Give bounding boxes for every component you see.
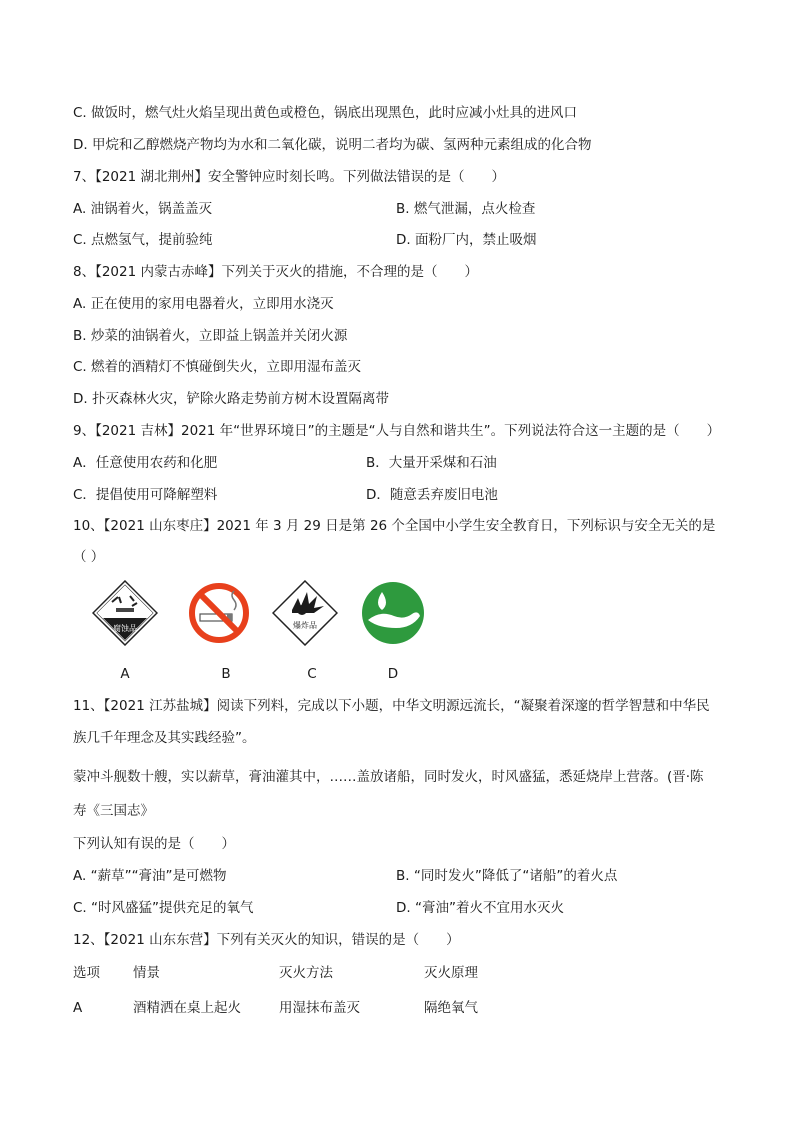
question-7: 7、【2021 湖北荆州】安全警钟应时刻长鸣。下列做法错误的是（ ） <box>73 169 505 185</box>
q8-option-a: A. 正在使用的家用电器着火，立即用水浇灭 <box>73 296 334 312</box>
q10-answer-paren: （ ） <box>73 549 105 565</box>
explosive-sign-icon <box>272 580 338 646</box>
q7-option-d: D. 面粉厂内，禁止吸烟 <box>396 232 537 248</box>
table-header-principle: 灭火原理 <box>424 965 478 981</box>
question-8: 8、【2021 内蒙古赤峰】下列关于灭火的措施，不合理的是（ ） <box>73 264 478 280</box>
q9-option-c: C．提倡使用可降解塑料 <box>73 487 218 503</box>
q6-option-d: D. 甲烷和乙醇燃烧产物均为水和二氧化碳，说明二者均为碳、氢两种元素组成的化合物 <box>73 137 592 153</box>
question-11-cont: 族几千年理念及其实践经验”。 <box>73 730 256 746</box>
table-row-a-method: 用湿抹布盖灭 <box>279 1000 360 1016</box>
q9-option-a: A．任意使用农药和化肥 <box>73 455 218 471</box>
table-header-method: 灭火方法 <box>279 965 333 981</box>
sign-a-text: 腐蚀品 <box>113 624 137 633</box>
table-header-option: 选项 <box>73 965 100 981</box>
q7-option-a: A. 油锅着火，锅盖盖灭 <box>73 201 213 217</box>
q11-option-d: D. “膏油”着火不宜用水灭火 <box>396 900 564 916</box>
question-10: 10、【2021 山东枣庄】2021 年 3 月 29 日是第 26 个全国中小学生安全教育日，下列标识与安全无关的是 <box>73 518 716 534</box>
water-saving-sign-icon <box>360 580 426 646</box>
question-11: 11、【2021 江苏盐城】阅读下列料，完成以下小题，中华文明源远流长，“凝聚着深邃的哲学智慧和中华民 <box>73 698 710 714</box>
table-row-a-scenario: 酒精洒在桌上起火 <box>133 1000 241 1016</box>
q11-option-a: A. “薪草”“膏油”是可燃物 <box>73 868 227 884</box>
q11-ask: 下列认知有误的是（ ） <box>73 836 235 852</box>
sign-c-text: 爆炸品 <box>293 621 317 630</box>
question-12: 12、【2021 山东东营】下列有关灭火的知识，错误的是（ ） <box>73 932 460 948</box>
corrosive-sign-icon <box>92 580 158 646</box>
q6-option-c: C. 做饭时，燃气灶火焰呈现出黄色或橙色，锅底出现黑色，此时应减小灶具的进风口 <box>73 105 578 121</box>
q7-option-b: B. 燃气泄漏，点火检查 <box>396 201 536 217</box>
sign-b-label: B <box>221 666 231 682</box>
q8-option-c: C. 燃着的酒精灯不慎碰倒失火，立即用湿布盖灭 <box>73 359 362 375</box>
sign-a-label: A <box>120 666 130 682</box>
table-row-a-option: A <box>73 1000 83 1016</box>
q7-option-c: C. 点燃氢气，提前验纯 <box>73 232 213 248</box>
q11-passage: 蒙冲斗舰数十艘，实以薪草，膏油灌其中，……盖放诸船，同时发火，时风盛猛，悉延烧岸上营落。(晋·陈 <box>73 769 704 785</box>
q9-option-d: D．随意丢弃废旧电池 <box>366 487 498 503</box>
q8-option-b: B. 炒菜的油锅着火，立即益上锅盖并关闭火源 <box>73 328 348 344</box>
table-row-a-principle: 隔绝氧气 <box>424 1000 478 1016</box>
no-smoking-sign-icon <box>186 580 252 646</box>
q9-option-b: B．大量开采煤和石油 <box>366 455 497 471</box>
q8-option-d: D. 扑灭森林火灾，铲除火路走势前方树木设置隔离带 <box>73 391 389 407</box>
q11-option-b: B. “同时发火”降低了“诸船”的着火点 <box>396 868 618 884</box>
q11-passage-cont: 寿《三国志》 <box>73 803 154 819</box>
q11-option-c: C. “时风盛猛”提供充足的氧气 <box>73 900 254 916</box>
question-9: 9、【2021 吉林】2021 年“世界环境日”的主题是“人与自然和谐共生”。下列说法符合这一主题的是（ ） <box>73 423 721 439</box>
table-header-scenario: 情景 <box>133 965 160 981</box>
sign-d-label: D <box>387 666 399 682</box>
sign-c-label: C <box>307 666 317 682</box>
